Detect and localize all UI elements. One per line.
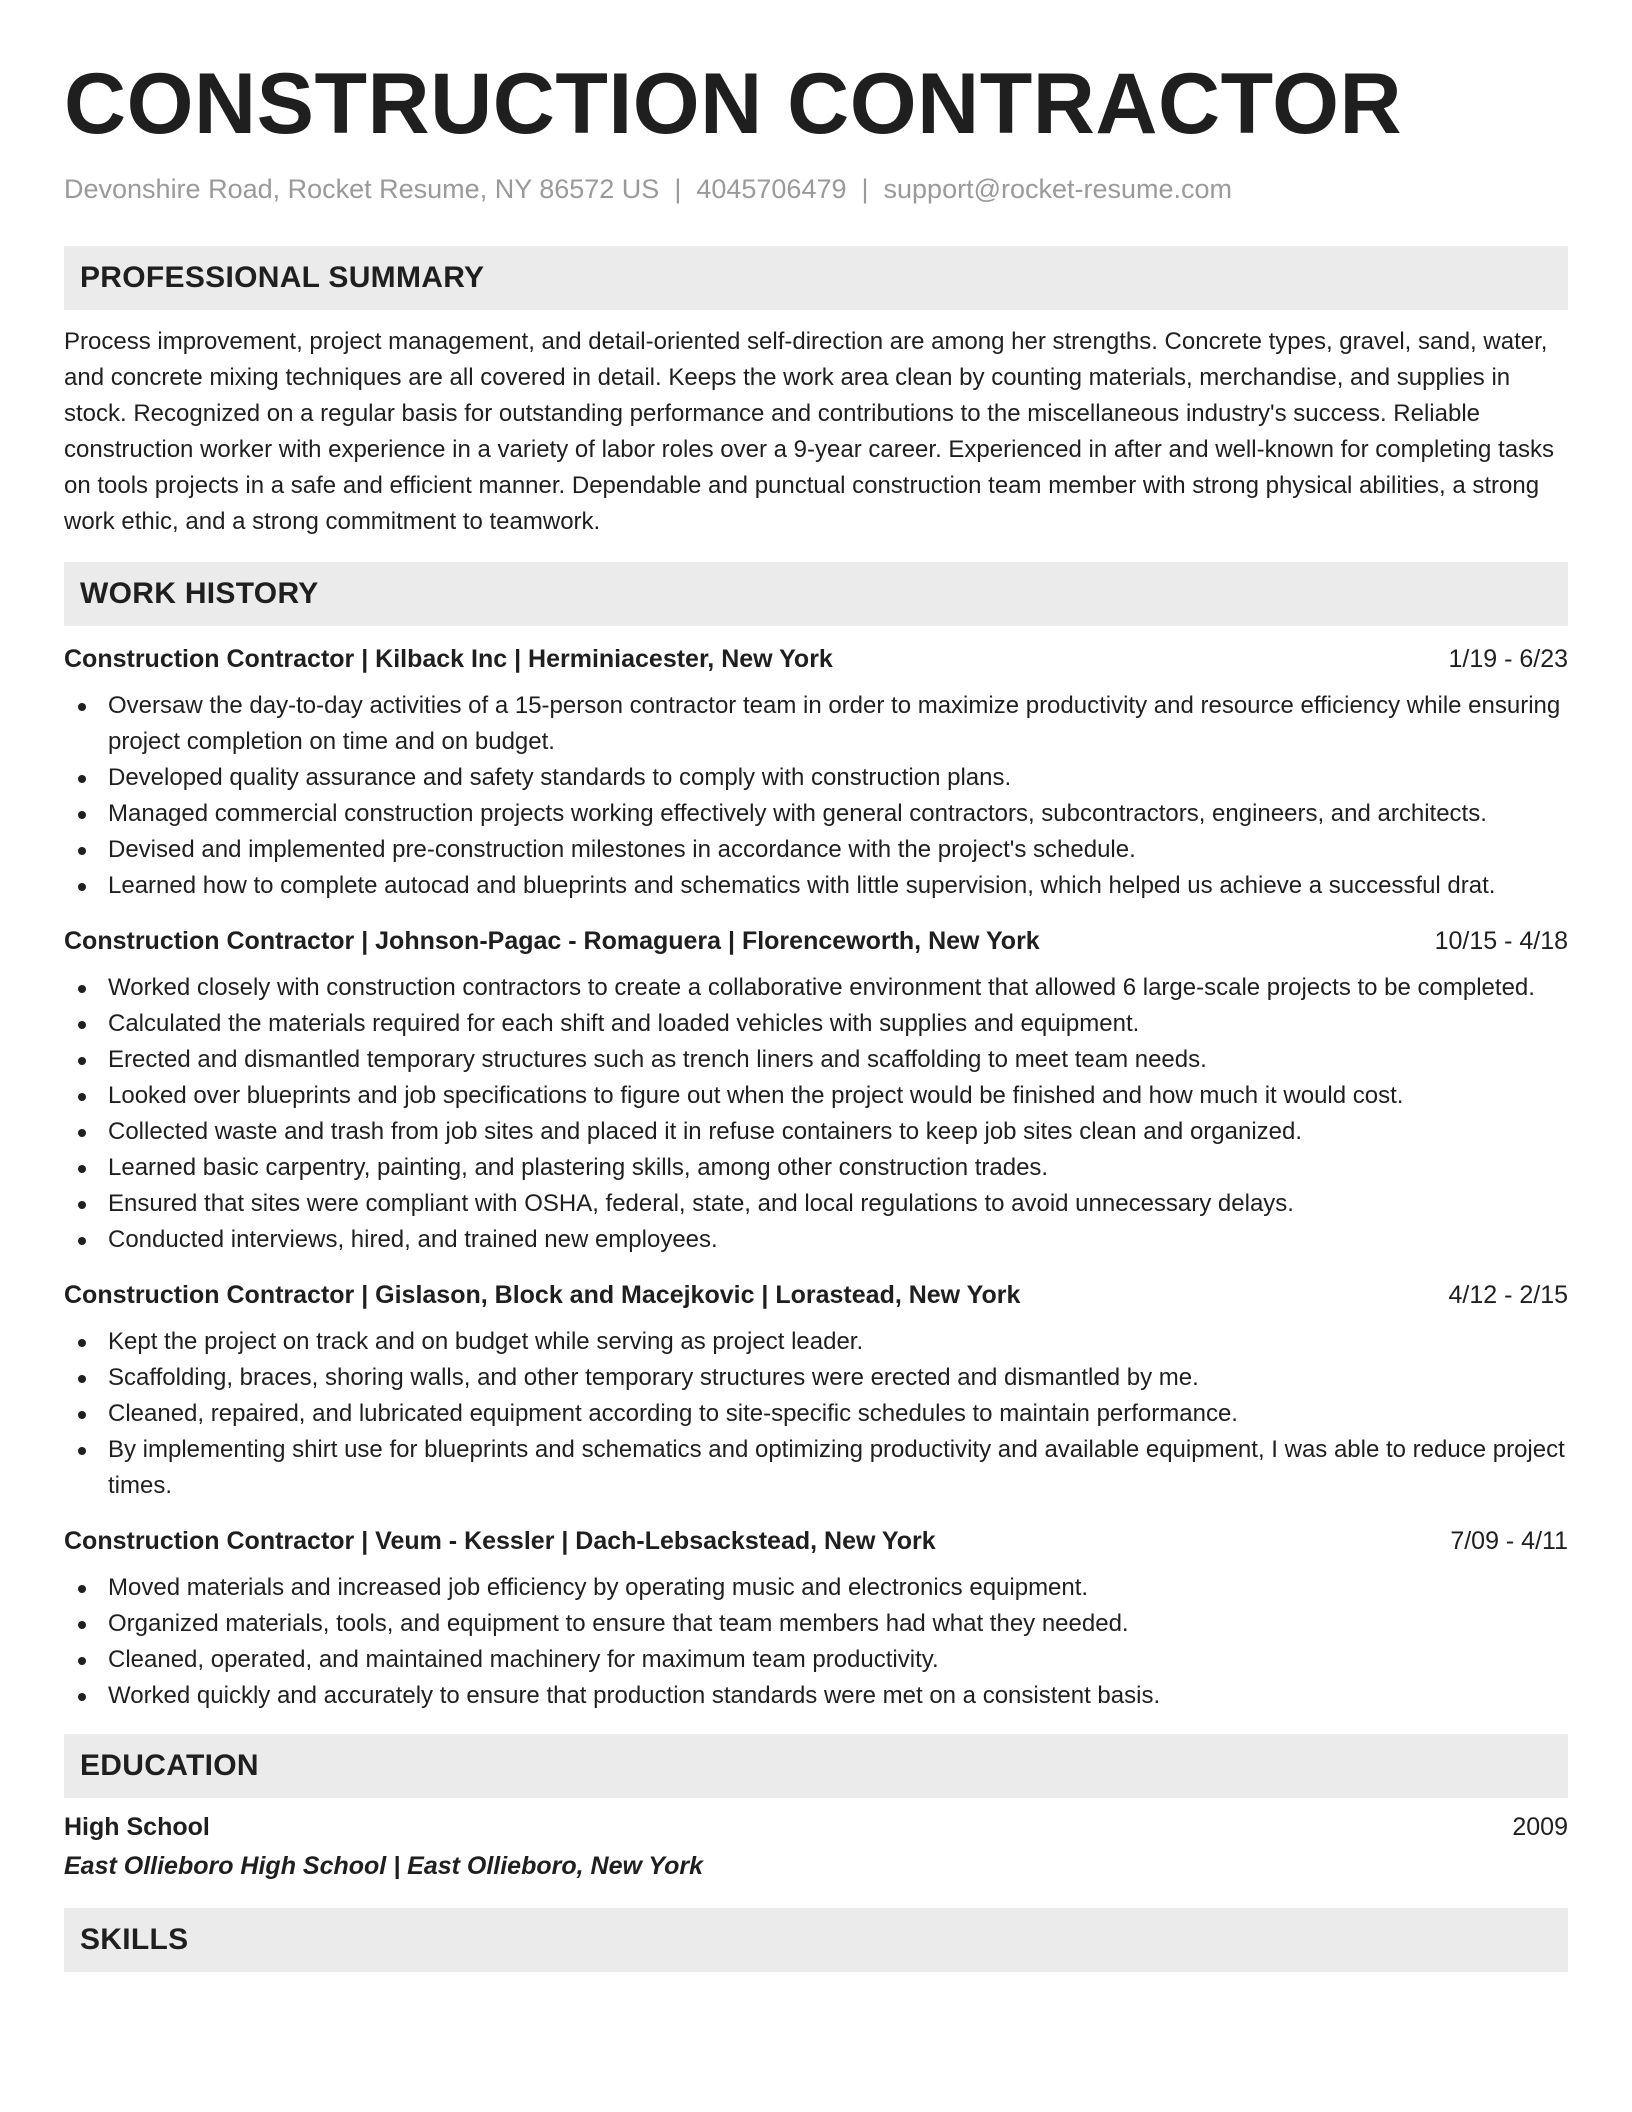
job-dates: 10/15 - 4/18 [1434,927,1568,955]
bullet-text: Worked closely with construction contractors to create a collaborative environment that allowed 6 large-scale projects to be completed. [108,974,1535,1001]
job-title: Construction Contractor | Johnson-Pagac - Romaguera | Florenceworth, New York [64,927,1040,955]
list-item [64,760,1568,796]
bullet-icon [78,1585,86,1593]
list-item [64,1150,1568,1186]
contact-address: Devonshire Road, Rocket Resume, NY 86572 US [64,174,660,204]
job-dates: 1/19 - 6/23 [1448,645,1568,673]
job-entry [64,1524,1568,1714]
bullet-icon [78,847,86,855]
list-item [64,1432,1568,1504]
bullet-text: Erected and dismantled temporary structures such as trench liners and scaffolding to meet team needs. [108,1046,1207,1073]
bullet-icon [78,1093,86,1101]
bullet-text: Cleaned, repaired, and lubricated equipment according to site-specific schedules to maintain performance. [108,1400,1238,1427]
list-item [64,1222,1568,1258]
contact-phone: 4045706479 [696,174,847,204]
education-heading: EDUCATION [64,1734,1568,1798]
list-item [64,1078,1568,1114]
bullet-text: Moved materials and increased job efficiency by operating music and electronics equipment. [108,1574,1089,1601]
bullet-icon [78,703,86,711]
bullet-text: Developed quality assurance and safety standards to comply with construction plans. [108,764,1012,791]
bullet-icon [78,1621,86,1629]
list-item [64,1114,1568,1150]
job-bullets [64,970,1568,1258]
summary-text: Process improvement, project management, and detail-oriented self-direction are among her strengths. Concrete types, gravel, sand, water, and concrete mixing techniques are all covered in detail. Keeps the work area clean by counting materials, merchandise, and supplies in stock. Recognized on a regular basis for outstanding performance and contributions to the miscellaneous industry's success. Reliable construction worker with experience in a variety of labor roles over a 9-year career. Experienced in after and well-known for completing tasks on tools projects in a safe and efficient manner. Dependable and punctual construction team member with strong physical abilities, a strong work ethic, and a strong commitment to teamwork. [64,328,1555,535]
contact-separator: | [674,174,682,204]
bullet-icon [78,1201,86,1209]
bullet-text: Learned basic carpentry, painting, and plastering skills, among other construction trades. [108,1154,1049,1181]
bullet-text: Kept the project on track and on budget while serving as project leader. [108,1328,864,1355]
contact-separator: | [861,174,869,204]
contact-email[interactable]: support@rocket-resume.com [883,174,1233,204]
bullet-text: Calculated the materials required for each shift and loaded vehicles with supplies and equipment. [108,1010,1140,1037]
bullet-icon [78,1021,86,1029]
bullet-icon [78,811,86,819]
bullet-icon [78,775,86,783]
skills-heading: SKILLS [64,1908,1568,1972]
bullet-icon [78,1657,86,1665]
list-item [64,1396,1568,1432]
list-item [64,1678,1568,1714]
bullet-text: Managed commercial construction projects working effectively with general contractors, subcontractors, engineers, and architects. [108,800,1487,827]
summary-heading: PROFESSIONAL SUMMARY [64,246,1568,310]
list-item [64,1642,1568,1678]
job-header [64,1278,1568,1312]
candidate-name: CONSTRUCTION CONTRACTOR [64,56,1403,152]
job-title: Construction Contractor | Gislason, Block and Macejkovic | Lorastead, New York [64,1281,1021,1309]
bullet-text: Cleaned, operated, and maintained machinery for maximum team productivity. [108,1646,939,1673]
work-history-heading: WORK HISTORY [64,562,1568,626]
job-entry [64,924,1568,1258]
bullet-text: Conducted interviews, hired, and trained new employees. [108,1226,718,1253]
bullet-icon [78,1237,86,1245]
job-entry [64,1278,1568,1504]
list-item [64,832,1568,868]
resume-page [64,0,1568,1972]
list-item [64,796,1568,832]
job-title: Construction Contractor | Veum - Kessler | Dach-Lebsackstead, New York [64,1527,936,1555]
job-header [64,1524,1568,1558]
list-item [64,1324,1568,1360]
job-header [64,642,1568,676]
list-item [64,688,1568,760]
bullet-icon [78,1339,86,1347]
bullet-icon [78,1693,86,1701]
bullet-icon [78,1375,86,1383]
bullet-text: By implementing shirt use for blueprints and schematics and optimizing productivity and available equipment, I was able to reduce project times. [108,1436,1565,1499]
bullet-text: Ensured that sites were compliant with OSHA, federal, state, and local regulations to avoid unnecessary delays. [108,1190,1294,1217]
bullet-icon [78,985,86,993]
job-entry [64,642,1568,904]
list-item [64,1606,1568,1642]
bullet-icon [78,1057,86,1065]
job-dates: 7/09 - 4/11 [1450,1527,1568,1555]
list-item [64,1042,1568,1078]
list-item [64,1360,1568,1396]
bullet-icon [78,1411,86,1419]
bullet-text: Oversaw the day-to-day activities of a 15-person contractor team in order to maximize productivity and resource efficiency while ensuring project completion on time and on budget. [108,692,1561,755]
list-item [64,1006,1568,1042]
job-bullets [64,688,1568,904]
job-title: Construction Contractor | Kilback Inc | Herminiacester, New York [64,645,833,673]
bullet-icon [78,1447,86,1455]
education-degree: High School [64,1813,210,1841]
list-item [64,868,1568,904]
contact-line [64,172,1568,206]
education-year: 2009 [1512,1813,1568,1841]
bullet-text: Organized materials, tools, and equipment to ensure that team members had what they needed. [108,1610,1129,1637]
education-header [64,1810,1568,1844]
list-item [64,970,1568,1006]
bullet-text: Looked over blueprints and job specifications to figure out when the project would be finished and how much it would cost. [108,1082,1404,1109]
job-bullets [64,1570,1568,1714]
bullet-text: Scaffolding, braces, shoring walls, and other temporary structures were erected and dismantled by me. [108,1364,1199,1391]
bullet-text: Learned how to complete autocad and blueprints and schematics with little supervision, which helped us achieve a successful drat. [108,872,1496,899]
bullet-icon [78,883,86,891]
bullet-icon [78,1165,86,1173]
list-item [64,1570,1568,1606]
job-dates: 4/12 - 2/15 [1448,1281,1568,1309]
bullet-text: Worked quickly and accurately to ensure that production standards were met on a consistent basis. [108,1682,1161,1709]
bullet-text: Collected waste and trash from job sites and placed it in refuse containers to keep job sites clean and organized. [108,1118,1303,1145]
education-school: East Ollieboro High School | East Ollieboro, New York [64,1852,704,1880]
job-header [64,924,1568,958]
bullet-icon [78,1129,86,1137]
bullet-text: Devised and implemented pre-construction milestones in accordance with the project's schedule. [108,836,1136,863]
job-bullets [64,1324,1568,1504]
list-item [64,1186,1568,1222]
